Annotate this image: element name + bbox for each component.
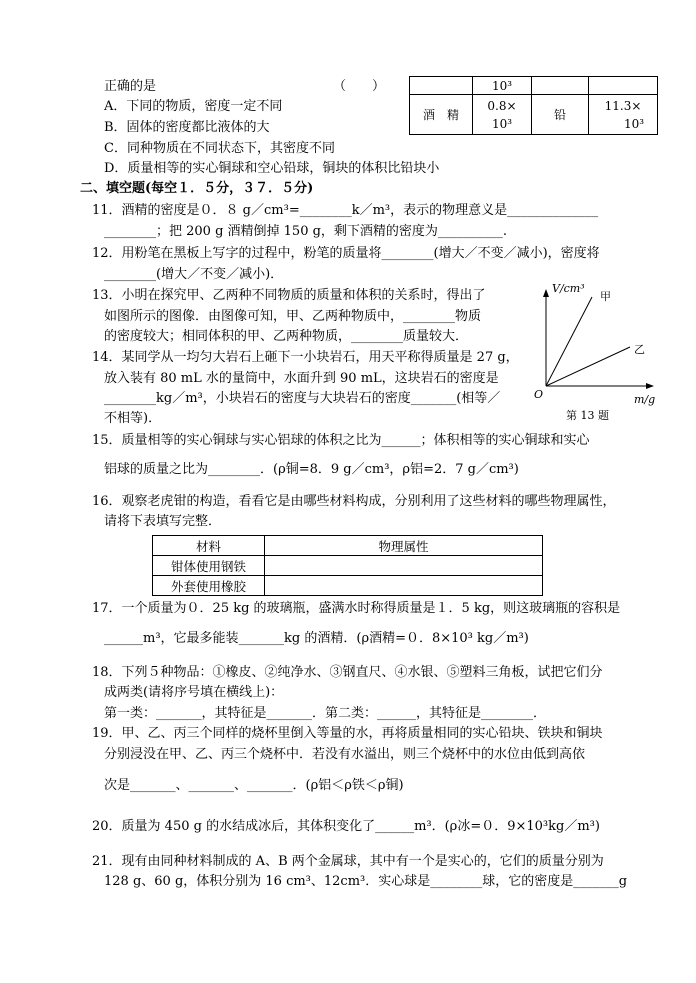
x-axis-label: m/g <box>634 393 656 406</box>
materials-table <box>152 535 543 596</box>
q14-line-4: 不相等)． <box>104 411 162 426</box>
series-b-label: 乙 <box>634 343 645 356</box>
q10-option-c: C．同种物质在不同状态下，其密度不同 <box>104 141 335 156</box>
density-value-line: 10³ <box>491 117 513 131</box>
y-axis-arrow <box>543 289 549 297</box>
q21-line-1: 21．现有由同种材料制成的 A、B 两个金属球，其中有一个是实心的，它们的质量分别为 <box>92 854 604 869</box>
q19-line-3: 次是_______、_______、_______．(ρ铝＜ρ铁＜ρ铜) <box>104 778 404 793</box>
q11-line-1: 11．酒精的密度是０．８ g／cm³=________k／m³，表示的物理意义是______________ <box>92 203 599 218</box>
origin-label: O <box>534 388 544 401</box>
series-b-line <box>546 347 630 386</box>
density-table <box>409 76 658 135</box>
series-a-label: 甲 <box>600 290 611 303</box>
q11-line-2: ________；把 200 g 酒精倒掉 150 g，剩下酒精的密度为__________. <box>104 224 508 239</box>
q18-line-3: 第一类：_______，其特征是_______．第二类：______，其特征是________． <box>104 706 547 721</box>
materials-answer-cell[interactable] <box>265 556 543 576</box>
q19-line-1: 19．甲、乙、丙三个同样的烧杯里倒入等量的水，再将质量相同的实心铅块、铁块和铜块 <box>92 726 603 741</box>
q12-line-1: 12．用粉笔在黑板上写字的过程中，粉笔的质量将________(增大／不变／减小)，密度将 <box>92 246 600 261</box>
q14-line-1: 14．某同学从一均匀大岩石上砸下一小块岩石，用天平称得质量是 27 g， <box>92 350 519 365</box>
q10-option-d: D．质量相等的实心铜球和空心铅球，铜块的体积比铅块小 <box>104 161 440 176</box>
q13-line-2: 如图所示的图像．由图像可知，甲、乙两种物质中，________物质 <box>104 309 482 324</box>
q10-answer-bracket: （ ） <box>333 79 386 94</box>
q10-stem-end: 正确的是 <box>104 79 157 94</box>
mass-volume-graph <box>534 283 659 423</box>
density-cell <box>532 77 589 95</box>
q13-line-1: 13．小明在探究甲、乙两种不同物质的质量和体积的关系时，得出了 <box>92 288 486 303</box>
density-cell <box>589 95 658 135</box>
series-a-line <box>546 297 592 386</box>
q15-line-2: 铝球的质量之比为________．(ρ铜=8．9 g／cm³，ρ铝=2．7 g／cm³) <box>104 462 519 477</box>
q13-line-3: 的密度较大；相同体积的甲、乙两种物质，________质量较大． <box>104 329 469 344</box>
q17-line-2: ______m³，它最多能装_______kg 的酒精．(ρ酒精=０．8×10³ kg／m³) <box>104 631 529 646</box>
q10-option-b: B．固体的密度都比液体的大 <box>104 120 270 135</box>
y-axis-label: V/cm³ <box>552 283 585 295</box>
q10-option-a: A．下同的物质，密度一定不同 <box>104 99 283 114</box>
density-cell <box>589 77 658 95</box>
q17-line-1: 17．一个质量为０．25 kg 的玻璃瓶，盛满水时称得质量是１．5 kg，则这玻璃瓶的容积是 <box>92 601 621 616</box>
q14-line-3: ________kg／m³，小块岩石的密度与大块岩石的密度_______(相等／ <box>104 391 501 406</box>
figure-caption: 第 13 题 <box>566 409 609 422</box>
density-cell: 铅 <box>532 95 589 135</box>
density-cell <box>473 95 532 135</box>
density-cell <box>410 77 473 95</box>
q19-line-2: 分别浸没在甲、乙、丙三个烧杯中．若没有水溢出，则三个烧杯中的水位由低到高依 <box>104 747 586 762</box>
materials-row-label: 钳体使用钢铁 <box>153 556 265 576</box>
density-cell: 酒 精 <box>410 95 473 135</box>
q18-line-1: 18．下列５种物品：①橡皮、②纯净水、③钢直尺、④水银、⑤塑料三角板，试把它们分 <box>92 665 603 680</box>
materials-answer-cell[interactable] <box>265 576 543 596</box>
q15-line-1: 15．质量相等的实心铜球与实心铝球的体积之比为______；体积相等的实心铜球和实心 <box>92 433 590 448</box>
q16-line-1: 16．观察老虎钳的构造，看看它是由哪些材料构成，分别利用了这些材料的哪些物理属性， <box>92 494 616 509</box>
density-cell: 10³ <box>473 77 532 95</box>
density-value-line: 10³ <box>623 117 645 131</box>
q16-line-2: 请将下表填写完整． <box>104 514 222 529</box>
q18-line-2: 成两类(请将序号填在横线上)： <box>104 685 284 700</box>
q14-line-2: 放入装有 80 mL 水的量筒中，水面升到 90 mL，这块岩石的密度是 <box>104 371 499 386</box>
density-value-line: 11.3× <box>604 99 642 113</box>
section-heading: 二、填空题(每空１．５分，３７．５分) <box>80 181 314 196</box>
q20-line-1: 20．质量为 450 g 的水结成冰后，其体积变化了______m³．(ρ冰=０．9×10³kg／m³) <box>92 819 600 834</box>
materials-row-label: 外套使用橡胶 <box>153 576 265 596</box>
x-axis-arrow <box>646 383 654 389</box>
materials-header-material: 材料 <box>153 536 265 556</box>
materials-header-property: 物理属性 <box>265 536 543 556</box>
density-value-line: 0.8× <box>487 99 517 113</box>
q12-line-2: ________(增大／不变／减小)． <box>104 267 284 282</box>
q21-line-2: 128 g、60 g，体积分别为 16 cm³、12cm³．实心球是________球，它的密度是_______g <box>104 874 628 889</box>
